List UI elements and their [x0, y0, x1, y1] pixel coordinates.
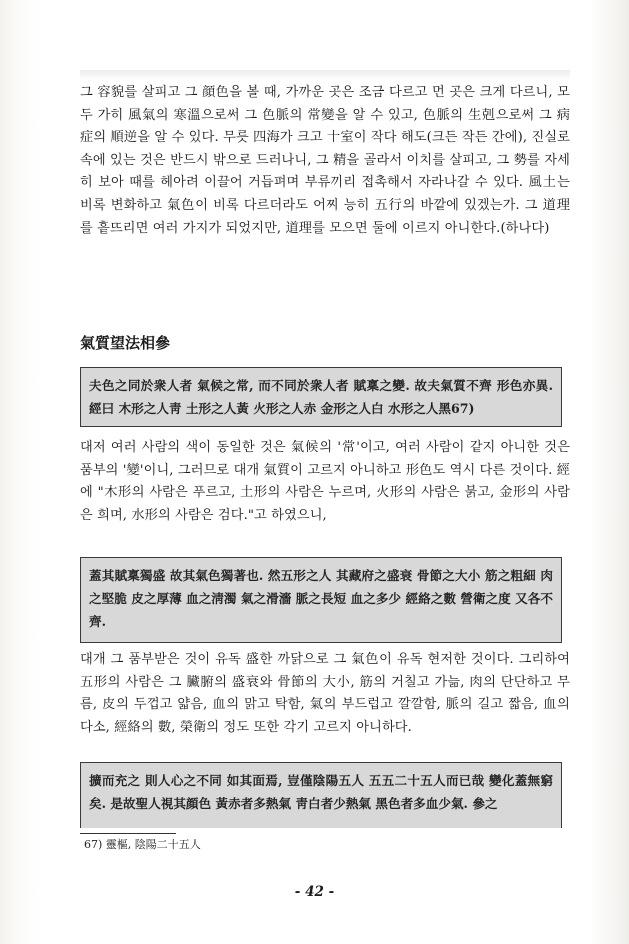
classical-quote-box-1: 夫色之同於衆人者 氣候之常, 而不同於衆人者 賦稟之變. 故夫氣質不齊 形色亦異. 經曰 木形之人靑 土形之人黃 火形之人赤 金形之人白 水形之人黑67): [80, 367, 562, 427]
classical-quote-box-2: 蓋其賦稟獨盛 故其氣色獨著也. 然五形之人 其藏府之盛衰 骨節之大小 筋之粗細 肉之堅脆 皮之厚薄 血之淸濁 氣之滑濇 脈之長短 血之多少 經絡之數 營衛之度 又各不齊.: [80, 557, 562, 643]
body-paragraph-3: 대개 그 품부받은 것이 유독 盛한 까닭으로 그 氣色이 유독 현저한 것이다. 그리하여 五形의 사람은 그 臟腑의 盛衰와 骨節의 大小, 筋의 거칠고 가늚, 肉의 단단하고 무름, 皮의 두껍고 얇음, 血의 맑고 탁함, 氣의 부드럽고 깔깔함, 脈의 길고 짧음, 血의 다소, 經絡의 數, 榮衛의 정도 또한 각기 고르지 아니하다.: [80, 652, 570, 735]
footnote: 67) 靈樞, 陰陽二十五人: [84, 838, 201, 851]
section-heading: 氣質望法相參: [80, 334, 171, 352]
bleed-through-shadow: [80, 70, 570, 80]
body-paragraph-1: 그 容貌를 살피고 그 顔色을 볼 때, 가까운 곳은 조금 다르고 먼 곳은 크게 다르니, 모두 가히 風氣의 寒溫으로써 그 色脈의 常變을 알 수 있고, 色脈의 生剋으로써 그 病症의 順逆을 알 수 있다. 무릇 四海가 크고 十室이 작다 해도(크든 작든 간에), 진실로 속에 있는 것은 반드시 밖으로 드러나니, 그 精을 골라서 이치를 살피고, 그 勢를 자세히 보아 때를 헤아려 이끌어 거듭펴며 부류끼리 접촉해서 자라나갈 수 있다. 風土는 비록 변화하고 氣色이 비록 다르더라도 어찌 능히 五行의 바깥에 있겠는가. 그 道理를 흩뜨리면 여러 가지가 되었지만, 道理를 모으면 둘에 이르지 아니한다.(하나다): [80, 85, 570, 236]
body-paragraph-2: 대저 여러 사람의 색이 동일한 것은 氣候의 '常'이고, 여러 사람이 같지 아니한 것은 품부의 '變'이니, 그러므로 대개 氣質이 고르지 아니하고 形色도 역시 다른 것이다. 經에 "木形의 사람은 푸르고, 土形의 사람은 누르며, 火形의 사람은 붉고, 金形의 사람은 희며, 水形의 사람은 검다."고 하였으니,: [80, 440, 570, 523]
page-number: - 42 -: [294, 884, 335, 900]
classical-quote-box-3: 擴而充之 則人心之不同 如其面焉, 豈僅陰陽五人 五五二十五人而已哉 變化蓋無窮矣. 是故聖人視其顔色 黃赤者多熱氣 靑白者少熱氣 黑色者多血少氣. 參之: [80, 762, 562, 828]
footnote-rule: [80, 833, 176, 834]
